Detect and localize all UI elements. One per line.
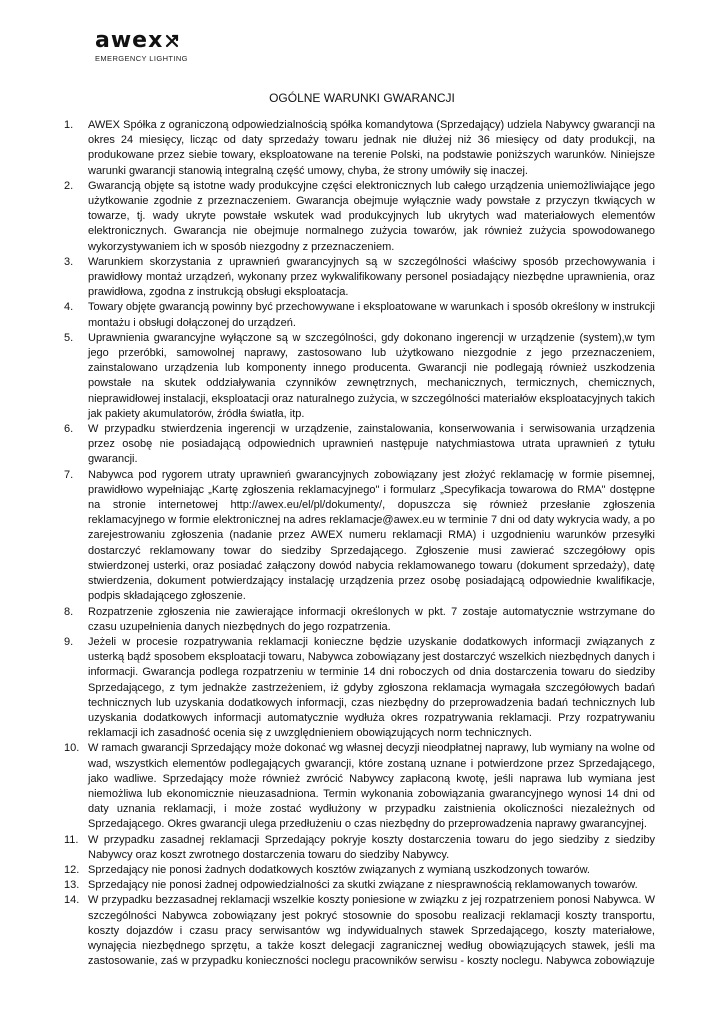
list-item [64, 863, 655, 878]
item-text: Sprzedający nie ponosi żadnych dodatkowych kosztów związanych z wymianą uszkodzonych towarów. [88, 863, 590, 876]
item-number: 8. [64, 605, 74, 618]
list-item [64, 741, 655, 832]
list-item [64, 833, 655, 863]
item-text: Towary objęte gwarancją powinny być przechowywane i eksploatowane w warunkach i sposób określony w instrukcji montażu i obsługi dołączonej do urządzeń. [88, 301, 655, 329]
item-number: 14. [64, 894, 80, 907]
list-item [64, 893, 655, 969]
item-number: 2. [64, 179, 74, 192]
item-text: W ramach gwarancji Sprzedający może dokonać wg własnej decyzji nieodpłatnej naprawy, lub wymiany na wolne od wad, wszystkich elementów podlegających gwarancji, które zostaną uznane i potwierdzone przez Sprzedającego, jako wadliwe. Sprzedający może również zwrócić Nabywcy zapłaconą kwotę, jeśli naprawa lub wymiana jest niemożliwa lub ekonomicznie nieuzasadniona. Termin wykonania zobowiązania gwarancyjnego wynosi 14 dni od daty uznania reklamacji, i może zostać wydłużony w przypadku zaistnienia okoliczności niezależnych od Sprzedającego. Okres gwarancji ulega przedłużeniu o czas niezbędny do przeprowadzenia naprawy gwarancyjnej. [88, 742, 655, 831]
item-text: W przypadku bezzasadnej reklamacji wszelkie koszty poniesione w związku z jej rozpatrzeniem ponosi Nabywca. W szczególności Nabywca zobowiązany jest pokryć stosownie do sposobu realizacji reklamacji koszty transportu, koszty dojazdów i czasu pracy serwisantów wg indywidualnych stawek Sprzedającego, koszty materiałowe, wynajęcia niezbędnego sprzętu, a także koszt delegacji zagranicznej według obowiązujących stawek, jeśli ma zastosowanie, zaś w przypadku konieczności noclegu pracowników serwisu - koszty noclegu. Nabywca zobowiązuje [88, 894, 655, 968]
list-item [64, 878, 655, 893]
item-number: 12. [64, 863, 80, 876]
item-number: 3. [64, 255, 74, 268]
item-text: AWEX Spółka z ograniczoną odpowiedzialnością spółka komandytowa (Sprzedający) udziela Nabywcy gwarancji na okres 24 miesięcy, licząc od daty sprzedaży towaru jednak nie dłużej niż 36 miesięcy od daty produkcji, na produkowane przez siebie towary, eksploatowane na terenie Polski, na podstawie poniższych warunków. Niniejsze warunki gwarancji stanowią integralną część umowy, chyba, że strony umówiły się inaczej. [88, 119, 655, 177]
list-item [64, 331, 655, 422]
item-text: Jeżeli w procesie rozpatrywania reklamacji konieczne będzie uzyskanie dodatkowych informacji związanych z usterką bądź sposobem eksploatacji towaru, Nabywca zobowiązany jest dostarczyć wszelkich niezbędnych danych i informacji. Gwarancja podlega rozpatrzeniu w terminie 14 dni roboczych od dnia dostarczenia towaru do siedziby Sprzedającego, z tym jednakże zastrzeżeniem, iż gdyby zgłoszona reklamacja wymagała szczegółowych badań technicznych lub uzyskania dodatkowych informacji, czas niezbędny do przeprowadzenia badań technicznych lub uzyskania dodatkowych informacji automatycznie wydłuża okres rozpatrywania reklamacji. Przy rozpatrywaniu reklamacji ich zasadność ocenia się z uwzględnieniem obowiązujących norm technicznych. [88, 635, 655, 740]
list-item [64, 255, 655, 301]
item-text: Rozpatrzenie zgłoszenia nie zawierające informacji określonych w pkt. 7 zostaje automatycznie wstrzymane do czasu uzupełnienia danych niezbędnych do jego rozpatrzenia. [88, 605, 655, 633]
item-text: Nabywca pod rygorem utraty uprawnień gwarancyjnych zobowiązany jest złożyć reklamację w formie pisemnej, prawidłowo wypełniając „Kartę zgłoszenia reklamacyjnego" i formularz „Specyfikacja towarowa do RMA" dostępne na stronie internetowej http://awex.eu/el/pl/dokumenty/, dopuszcza się również przesłanie zgłoszenia reklamacyjnego w formie elektronicznej na adres reklamacje@awex.eu w terminie 7 dni od daty wykrycia wady, a po zarejestrowaniu zgłoszenia (nadanie przez AWEX numeru reklamacji RMA) i uzgodnieniu warunków przesyłki dostarczyć reklamowany towar do siedziby Sprzedającego. Zgłoszenie musi zawierać szczegółowy opis stwierdzonej usterki, oraz posiadać załączony dowód nabycia reklamowanego towaru (dokument sprzedaży), datę stwierdzenia, dokument potwierdzający instalację urządzenia przez osobę posiadającą odpowiednie kwalifikacje, podpis składającego zgłoszenie. [88, 468, 655, 603]
list-item [64, 118, 655, 179]
item-number: 10. [64, 742, 80, 755]
logo-wordmark [95, 30, 195, 52]
warranty-terms-list [64, 118, 655, 969]
item-number: 5. [64, 331, 74, 344]
list-item [64, 300, 655, 330]
item-number: 1. [64, 119, 74, 131]
item-number: 9. [64, 635, 74, 648]
item-text: Gwarancją objęte są istotne wady produkcyjne części elektronicznych lub całego urządzenia uniemożliwiające jego użytkowanie zgodnie z przeznaczeniem. Gwarancja obejmuje wyłącznie wady powstałe z przyczyn tkwiących w towarze, tj. wady ukryte powstałe wskutek wad produkcyjnych lub ukrytych wad materiałowych elementów elektronicznych. Gwarancja nie obejmuje normalnego zużycia towarów, jak również zużycia spowodowanego wykorzystywaniem ich w sposób niezgodny z przeznaczeniem. [88, 179, 655, 253]
list-item [64, 635, 655, 741]
list-item [64, 605, 655, 635]
logo-brand-text: awex [95, 28, 164, 53]
item-number: 6. [64, 423, 74, 436]
list-item [64, 179, 655, 255]
arrow-x-icon [165, 34, 179, 48]
item-text: Warunkiem skorzystania z uprawnień gwarancyjnych są w szczególności właściwy sposób przechowywania i prawidłowy montaż urządzeń, wykonany przez wykwalifikowany personel posiadający niezbędne uprawnienia, oraz prawidłowa, zgodna z instrukcją obsługi eksploatacja. [88, 255, 655, 299]
item-text: W przypadku stwierdzenia ingerencji w urządzenie, zainstalowania, konserwowania i serwisowania urządzenia przez osobę nie posiadającą odpowiednich uprawnień następuje natychmiastowa utrata uprawnień z tytułu gwarancji. [88, 423, 655, 466]
page-title: OGÓLNE WARUNKI GWARANCJI [269, 91, 455, 105]
logo-tagline: EMERGENCY LIGHTING [95, 54, 188, 63]
list-item [64, 422, 655, 468]
item-number: 13. [64, 879, 80, 892]
company-logo [95, 30, 195, 66]
item-text: Sprzedający nie ponosi żadnej odpowiedzialności za skutki związane z niesprawnością reklamowanych towarów. [88, 879, 638, 892]
item-number: 7. [64, 468, 74, 481]
item-number: 4. [64, 301, 74, 314]
list-item [64, 468, 655, 605]
item-text: Uprawnienia gwarancyjne wyłączone są w szczególności, gdy dokonano ingerencji w urządzenie (system),w tym jego przeróbki, samowolnej naprawy, zastosowano lub użytkowano niezgodnie z jego przeznaczeniem, zainstalowano urządzenia lub komponenty innego producenta. Gwarancji nie podlegają również uszkodzenia powstałe na skutek oddziaływania czynników zewnętrznych, mechanicznych, termicznych, chemicznych, nieprawidłowej instalacji, eksploatacji oraz naturalnego zużycia, w szczególności materiałów eksploatacyjnych takich jak pakiety akumulatorów, źródła światła, itp. [88, 331, 655, 420]
item-number: 11. [64, 833, 79, 846]
item-text: W przypadku zasadnej reklamacji Sprzedający pokryje koszty dostarczenia towaru do jego siedziby z siedziby Nabywcy oraz koszt zwrotnego dostarczenia towaru do siedziby Nabywcy. [88, 833, 655, 861]
